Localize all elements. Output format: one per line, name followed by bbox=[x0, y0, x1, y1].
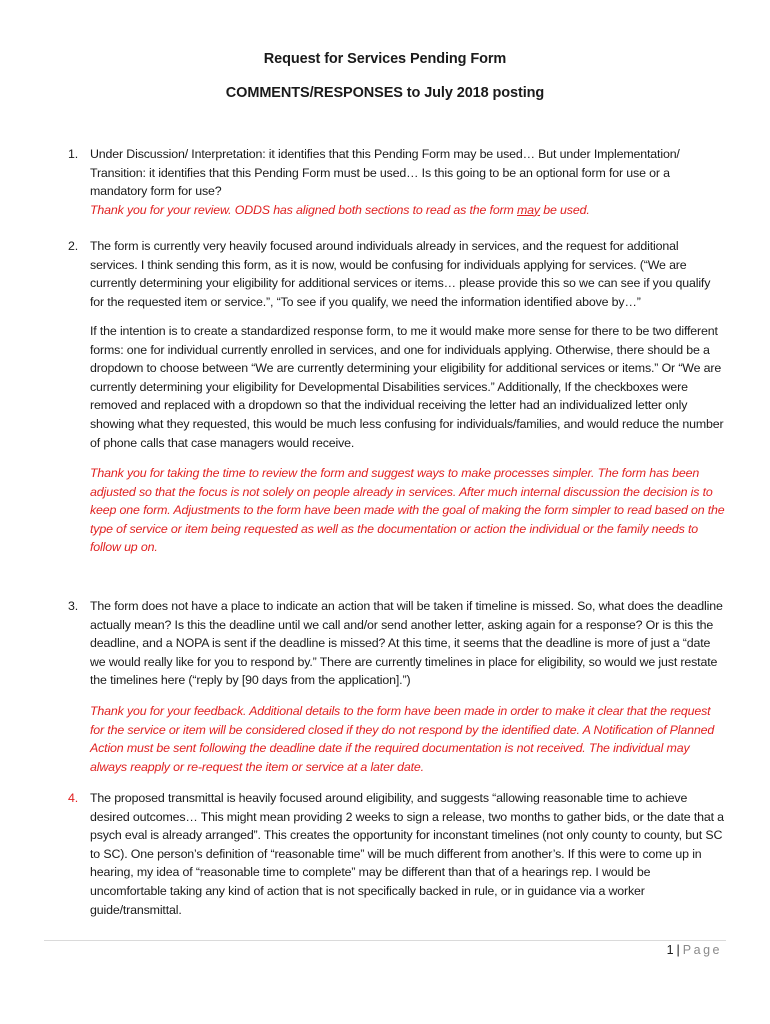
item-text: Under Discussion/ Interpretation: it identifies that this Pending Form may be used… But under Implementation/ Transition: it identifies that this Pending Form must be used… Is this going to be an optional form for use or a mandatory form for use? bbox=[90, 147, 680, 199]
document-subtitle: COMMENTS/RESPONSES to July 2018 posting bbox=[225, 85, 545, 101]
item-text: The form is currently very heavily focused around individuals already in services, and the request for additional services. I think sending this form, as it is now, would be confusing for individuals applying for services. (“We are currently determining your eligibility for additional services or items… please provide this so we can see if you qualify for the requested item or service.”, “To see if you qualify, we need the information identified above by…” bbox=[90, 239, 711, 309]
item-number: 4. bbox=[68, 791, 79, 805]
list-item-2 bbox=[68, 237, 727, 311]
page-label: Page bbox=[682, 943, 722, 957]
document-title: Request for Services Pending Form bbox=[263, 51, 507, 67]
page-footer bbox=[667, 943, 722, 957]
footer-separator: | bbox=[676, 943, 680, 957]
list-item-1 bbox=[68, 145, 727, 219]
footer-divider bbox=[44, 940, 726, 941]
item-text: The proposed transmittal is heavily focused around eligibility, and suggests “allowing reasonable time to achieve desired outcomes… This might mean providing 2 weeks to sign a release, two months to gather bids, or the date that a psych eval is already arranged”. This creates the opportunity for inconstant timelines (not only county to county, but SC to SC). One person’s definition of “reasonable time” will be much different from another’s. If this were to come up in hearing, my idea of “reasonable time to complete” may be different than that of a hearings rep. I would be uncomfortable taking any kind of action that is not specifically backed in rule, or in guidance via a worker guide/transmittal. bbox=[90, 791, 724, 917]
item-number: 1. bbox=[68, 147, 79, 161]
list-item-2-response bbox=[90, 464, 727, 557]
response-text: Thank you for taking the time to review the form and suggest ways to make processes simpler. The form has been adjusted so that the focus is not solely on people already in services. After much internal discussion the decision is to keep one form. Adjustments to the form have been made with the goal of making the form simpler to read based on the type of service or item being requested as well as the documentation or action the individual or the family needs to follow up on. bbox=[90, 466, 725, 555]
page-number: 1 bbox=[666, 943, 674, 957]
list-item-3 bbox=[68, 597, 727, 690]
list-item-4 bbox=[68, 789, 727, 919]
item-number: 2. bbox=[68, 239, 79, 253]
list-item-2-paragraph-2 bbox=[90, 322, 727, 452]
item-text: The form does not have a place to indicate an action that will be taken if timeline is missed. So, what does the deadline actually mean? Is this the deadline until we call and/or send another letter, asking again for a response? Or is this the deadline, and a NOPA is sent if the deadline is missed? At this time, it seems that the deadline is more of just a “date we would really like for you to respond by.” There are currently timelines in place for eligibility, so would we just restate the timelines here (“reply by [90 days from the application].”) bbox=[90, 599, 723, 688]
response-text: Thank you for your review. ODDS has aligned both sections to read as the form may be used. bbox=[90, 202, 590, 217]
list-item-3-response bbox=[90, 702, 727, 776]
item-number: 3. bbox=[68, 599, 79, 613]
item-text: If the intention is to create a standardized response form, to me it would make more sense for there to be two different forms: one for individual currently enrolled in services, and one for individuals applying. Otherwise, there should be a dropdown to choose between “We are currently determining your eligibility for additional services or items.” Or “We are currently determining your eligibility for Developmental Disabilities services.” Additionally, If the checkboxes were removed and replaced with a dropdown so that the individual receiving the letter had an individualized letter only showing what they requested, this would be much less confusing for individuals/families, and would reduce the number of phone calls that case managers would receive. bbox=[90, 324, 724, 450]
response-text: Thank you for your feedback. Additional details to the form have been made in order to make it clear that the request for the service or item will be considered closed if they do not respond by the identified date. A Notification of Planned Action must be sent following the deadline date if the required documentation is not received. The individual may always reapply or re-request the item or service at a later date. bbox=[90, 704, 715, 774]
emphasis-underline: may bbox=[517, 202, 540, 217]
